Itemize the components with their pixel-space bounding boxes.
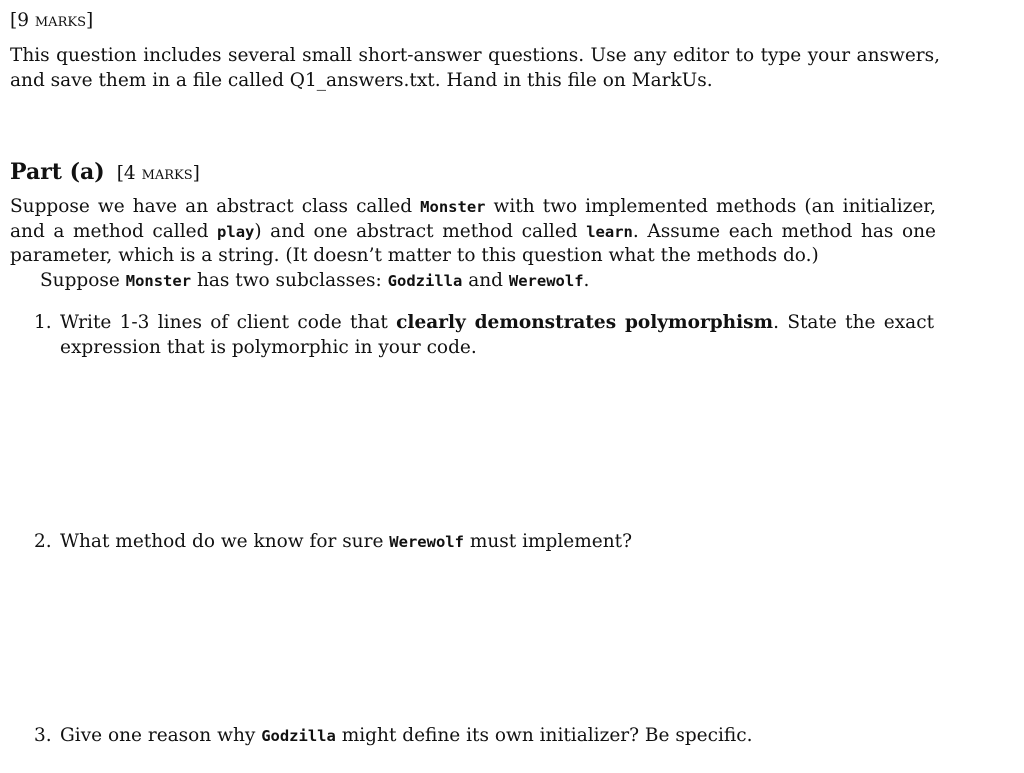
total-marks-text: [9 marks] — [10, 10, 94, 31]
question-1 — [34, 311, 934, 360]
sub-text-3: and — [462, 270, 509, 291]
part-a-description — [10, 195, 936, 269]
desc-text-3: ) and one abstract method called — [254, 220, 587, 242]
sub-text-1: Suppose — [40, 270, 126, 291]
question-3-code-godzilla: Godzilla — [261, 727, 336, 745]
question-2-text — [60, 530, 934, 555]
question-3-text-1: Give one reason why — [60, 725, 262, 746]
desc-text-2: with two implemented methods (an initializer, and a method called — [10, 196, 936, 242]
sub-code-godzilla: Godzilla — [387, 272, 463, 290]
question-2-code-werewolf: Werewolf — [389, 533, 464, 551]
question-3-text — [60, 724, 934, 749]
question-2-number: 2. — [34, 531, 52, 552]
part-a-heading — [10, 160, 200, 187]
sub-text-4: . — [583, 270, 590, 291]
question-1-text — [60, 311, 934, 360]
question-2 — [34, 530, 934, 555]
question-3-number: 3. — [34, 725, 52, 746]
question-1-number: 1. — [34, 312, 52, 333]
intro-paragraph: This question includes several small short-answer questions. Use any editor to type your answers, and save them in a file called Q1_answers.txt. Hand in this file on MarkUs. — [10, 45, 940, 91]
question-2-text-1: What method do we know for sure — [60, 531, 390, 552]
question-3-text-2: might define its own initializer? Be specific. — [335, 725, 753, 746]
sub-text-2: has two subclasses: — [191, 270, 388, 291]
question-1-bold: clearly demonstrates polymorphism — [396, 312, 774, 333]
part-a-subclasses — [40, 269, 589, 294]
question-1-text-2: . State the exact expression that is polymorphic in your code. — [60, 312, 934, 358]
sub-code-monster: Monster — [125, 272, 192, 290]
code-play: play — [217, 222, 255, 241]
total-marks — [10, 9, 93, 34]
question-2-text-2: must implement? — [463, 531, 633, 552]
desc-text-4: . Assume each method has one parameter, which is a string. (It doesn’t matter to this question what the methods do.) — [10, 220, 936, 266]
part-a-title: Part (a) — [10, 159, 105, 185]
question-3 — [34, 724, 934, 749]
code-monster: Monster — [420, 198, 486, 216]
part-a-marks: [4 marks] — [116, 163, 200, 184]
code-learn: learn — [586, 222, 633, 241]
sub-code-werewolf: Werewolf — [508, 272, 584, 290]
question-1-text-1: Write 1-3 lines of client code that — [60, 312, 397, 333]
desc-text-1: Suppose we have an abstract class called — [10, 196, 421, 217]
